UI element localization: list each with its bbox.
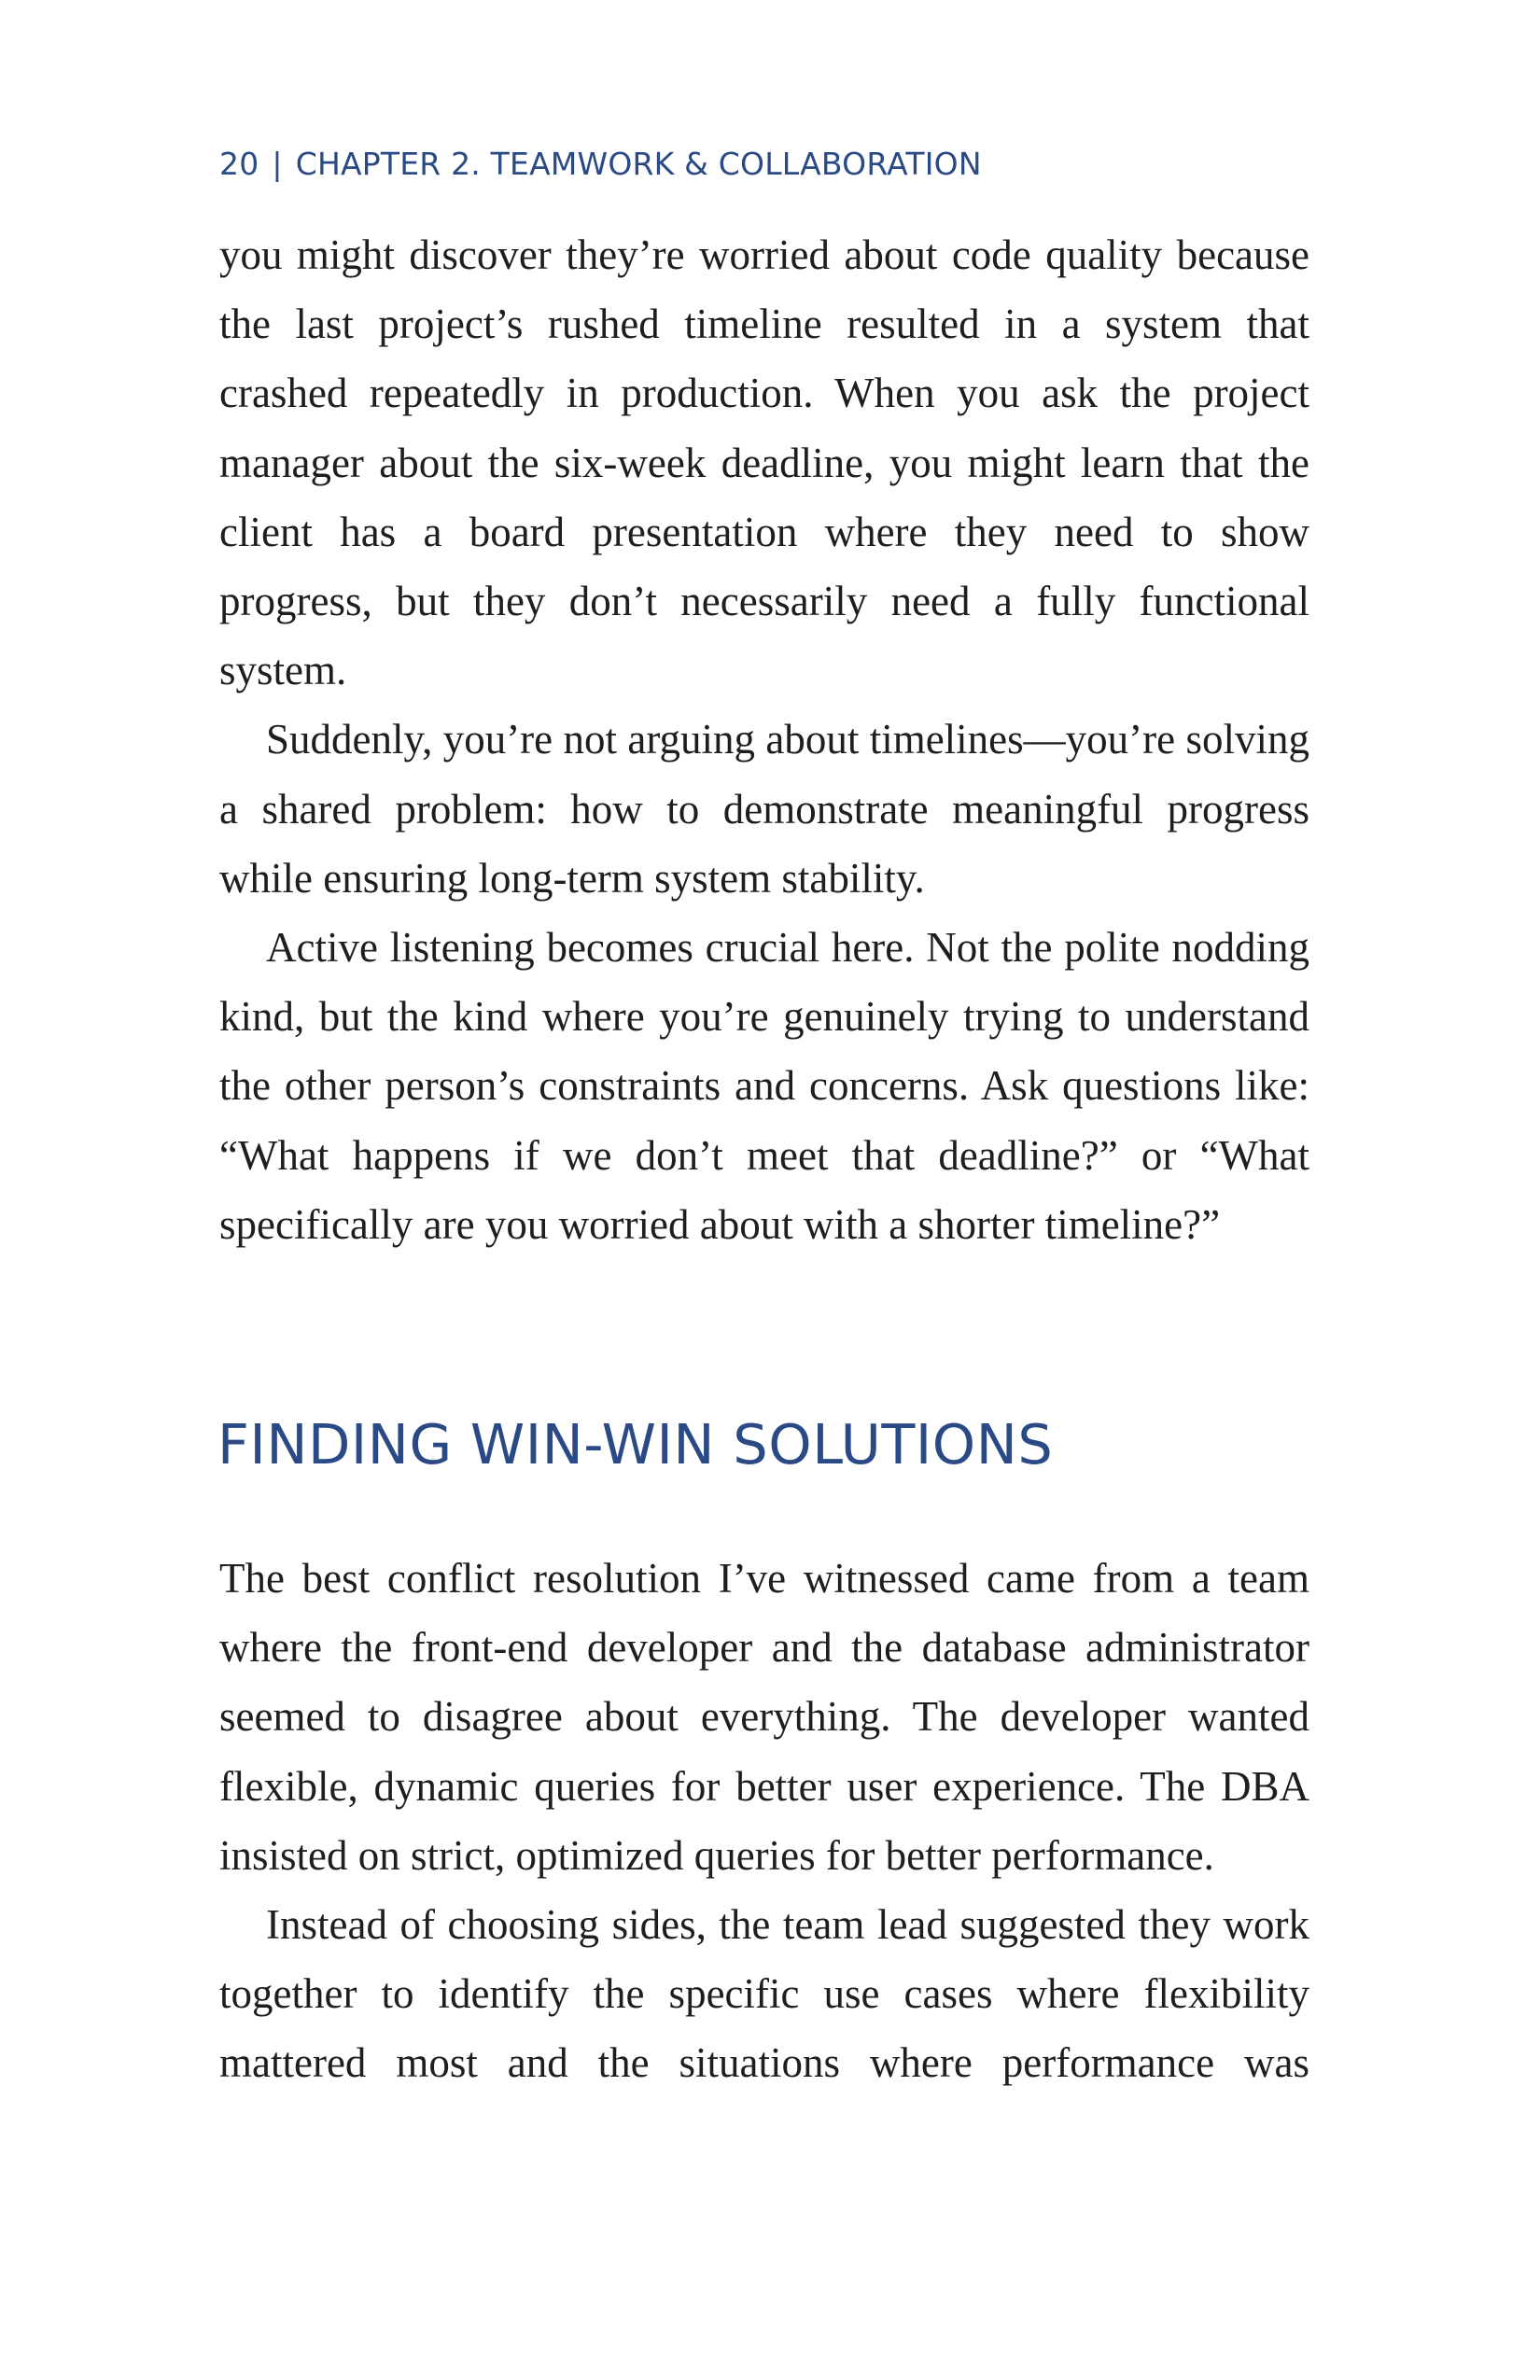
running-head: [219, 146, 982, 183]
paragraph-continues-next-page: Instead of choosing sides, the team lead suggested they work together to identify the specific use cases where flexibility mattered most and the situations where performance was: [219, 1901, 1309, 2087]
chapter-title: CHAPTER 2. TEAMWORK & COLLABORATION: [295, 146, 982, 182]
paragraph: Suddenly, you’re not arguing about timelines—you’re solving a shared problem: how to demonstrate meaningful progress while ensuring long-term system stability.: [219, 716, 1309, 902]
body-text-after-heading: [219, 1544, 1309, 2098]
body-text-before-heading: [219, 220, 1309, 1259]
paragraph: Active listening becomes crucial here. Not the polite nodding kind, but the kind where you’re genuinely trying to understand the other person’s constraints and concerns. Ask questions like: “What happens if we don’t meet that deadline?” or “What specifically are you worried about with a shorter timeline?”: [219, 924, 1309, 1248]
paragraph-continued: you might discover they’re worried about code quality because the last project’s rushed timeline resulted in a system that crashed repeatedly in production. When you ask the project manager about the six-week deadline, you might learn that the client has a board presentation where they need to show progress, but they don’t necessarily need a fully functional system.: [219, 231, 1309, 694]
running-head-separator: |: [272, 146, 283, 182]
paragraph-first: The best conflict resolution I’ve witnessed came from a team where the front-end developer and the database administrator seemed to disagree about everything. The developer wanted flexible, dynamic queries for better user experience. The DBA insisted on strict, optimized queries for better performance.: [219, 1555, 1309, 1879]
page-number: 20: [219, 146, 259, 182]
section-heading: FINDING WIN-WIN SOLUTIONS: [217, 1412, 1054, 1477]
